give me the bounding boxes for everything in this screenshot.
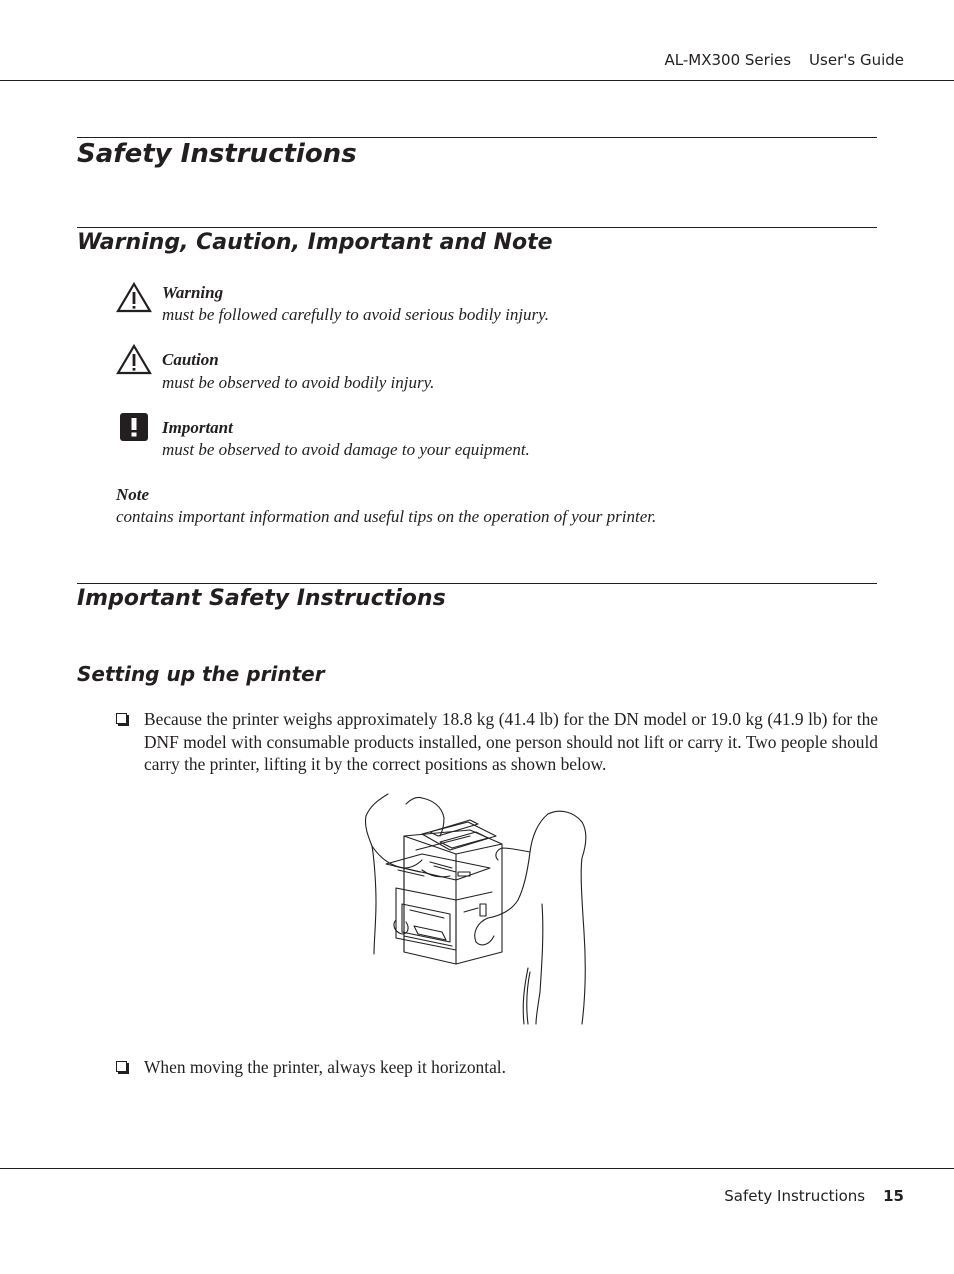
notice-important-text: must be observed to avoid damage to your equipment.: [162, 440, 530, 459]
bullet-marker: [116, 1061, 127, 1072]
notice-warning-text: must be followed carefully to avoid serious bodily injury.: [162, 305, 550, 324]
section-rule: [77, 583, 877, 584]
notice-important-title: Important: [162, 418, 233, 437]
section-rule: [77, 227, 877, 228]
notice-warning-title: Warning: [162, 283, 224, 302]
chapter-title: Safety Instructions: [77, 139, 357, 169]
header-guide: User's Guide: [809, 51, 904, 69]
section-title-safety: Important Safety Instructions: [77, 586, 446, 611]
bullet-text: When moving the printer, always keep it horizontal.: [144, 1057, 506, 1077]
header-product: AL-MX300 Series: [664, 51, 792, 69]
bullet-marker: [116, 713, 127, 724]
notice-caution-title: Caution: [162, 350, 219, 369]
notice-caution-text: must be observed to avoid bodily injury.: [162, 373, 435, 392]
page-number: 15: [883, 1187, 904, 1205]
header-rule: [0, 80, 954, 81]
running-footer: [724, 1187, 904, 1205]
warning-triangle-icon: [116, 282, 152, 314]
note-title: Note: [116, 485, 150, 504]
chapter-title-rule: [77, 137, 877, 138]
running-header: [665, 51, 904, 69]
two-people-carrying-printer-illustration: [360, 792, 596, 1026]
caution-triangle-icon: [116, 344, 152, 376]
important-exclamation-icon: [120, 413, 148, 441]
section-title-notices: Warning, Caution, Important and Note: [77, 230, 553, 255]
footer-section: Safety Instructions: [724, 1187, 866, 1205]
note-text: contains important information and useful tips on the operation of your printer.: [116, 507, 657, 526]
subsection-title: Setting up the printer: [77, 662, 325, 686]
footer-rule: [0, 1168, 954, 1169]
bullet-text: Because the printer weighs approximately 18.8 kg (41.4 lb) for the DN model or 19.0 kg (41.9 lb) for the DNF model with consumable products installed, one person should not lift or carry it. Two people should carry the printer, lifting it by the correct positions as shown below.: [144, 709, 878, 775]
